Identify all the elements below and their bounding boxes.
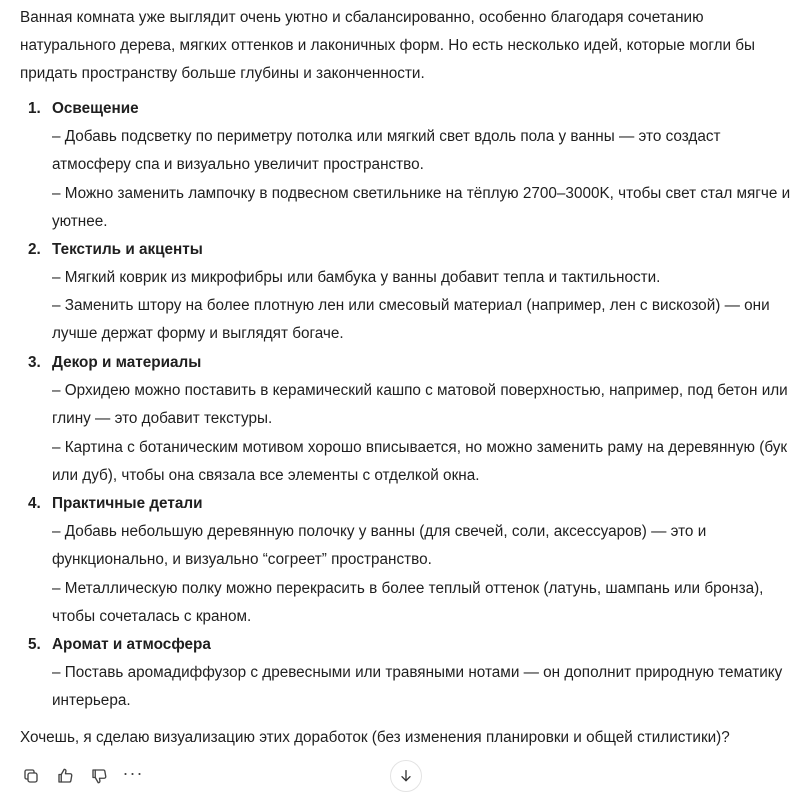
message-outro: Хочешь, я сделаю визуализацию этих доработок (без изменения планировки и общей стилистики)? <box>20 729 730 746</box>
list-item-number: 1. <box>28 100 41 117</box>
list-item-heading: Освещение <box>52 100 139 117</box>
list-item-bullet: – Орхидею можно поставить в керамический кашпо с матовой поверхностью, например, под бетон или глину — это добавит текстуры. <box>52 382 788 427</box>
more-button[interactable] <box>120 760 146 786</box>
list-item-number: 5. <box>28 636 41 653</box>
message-actions <box>18 762 146 790</box>
list-item-bullet: – Можно заменить лампочку в подвесном светильнике на тёплую 2700–3000K, чтобы свет стал мягче и уютнее. <box>52 185 791 230</box>
thumbs-up-button[interactable] <box>52 763 78 789</box>
list-item-bullet: – Добавь подсветку по периметру потолка или мягкий свет вдоль пола у ванны — это создаст атмосферу спа и визуально увеличит пространство. <box>52 128 721 173</box>
list-item-title <box>20 236 203 264</box>
copy-button[interactable] <box>18 763 44 789</box>
list-item-heading: Аромат и атмосфера <box>52 636 211 653</box>
thumbs-down-icon <box>90 767 108 785</box>
list-item-bullet: – Добавь небольшую деревянную полочку у ванны (для свечей, соли, аксессуаров) — это и функционально, и визуально “согреет” пространство. <box>52 523 707 568</box>
thumbs-up-icon <box>56 767 74 785</box>
scroll-to-bottom-button[interactable] <box>390 760 422 792</box>
list-item-bullet: – Картина с ботаническим мотивом хорошо вписывается, но можно заменить раму на деревянную (бук или дуб), чтобы она связала все элементы с отделкой окна. <box>52 439 788 484</box>
list-item-bullet: – Поставь аромадиффузор с древесными или травяными нотами — он дополнит природную тематику интерьера. <box>52 664 783 709</box>
list-item-number: 2. <box>28 241 41 258</box>
list-item-title <box>20 631 211 659</box>
list-item-heading: Декор и материалы <box>52 354 202 371</box>
copy-icon <box>22 767 40 785</box>
list-item-bullet: – Заменить штору на более плотную лен или смесовый материал (например, лен с вискозой) — они лучше держат форму и выглядят богаче. <box>52 297 770 342</box>
list-item-heading: Текстиль и акценты <box>52 241 203 258</box>
more-icon: ··· <box>122 763 144 783</box>
thumbs-down-button[interactable] <box>86 763 112 789</box>
message-intro: Ванная комната уже выглядит очень уютно и сбалансированно, особенно благодаря сочетанию натурального дерева, мягких оттенков и лаконичных форм. Но есть несколько идей, которые могли бы придать пространству больше глубины и законченности. <box>20 9 756 82</box>
list-item-bullet: – Металлическую полку можно перекрасить в более теплый оттенок (латунь, шампань или бронза), чтобы сочеталась с краном. <box>52 580 764 625</box>
list-item-heading: Практичные детали <box>52 495 203 512</box>
list-item-number: 3. <box>28 354 41 371</box>
arrow-down-icon <box>398 768 414 784</box>
list-item-title <box>20 490 202 518</box>
list-item-bullet: – Мягкий коврик из микрофибры или бамбука у ванны добавит тепла и тактильности. <box>52 269 661 286</box>
list-item-title <box>20 349 201 377</box>
list-item-number: 4. <box>28 495 41 512</box>
list-item-title <box>20 95 139 123</box>
